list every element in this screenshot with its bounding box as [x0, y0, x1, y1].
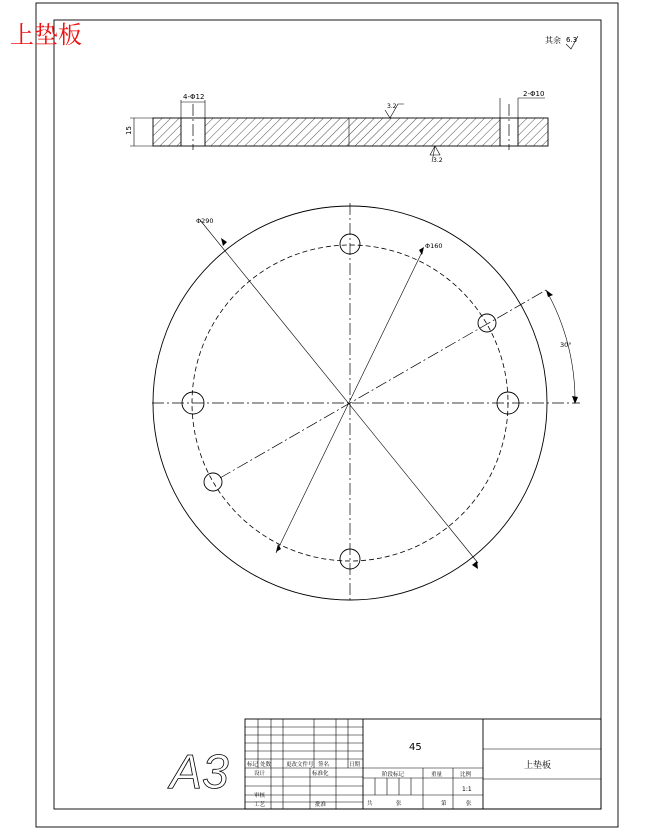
label-sheets-total: 共	[367, 801, 373, 807]
label-count: 处数	[260, 762, 272, 768]
plan-view	[152, 203, 580, 603]
label-sheet-unit-2: 张	[466, 801, 472, 807]
label-review: 审核	[254, 793, 266, 799]
title-block	[245, 719, 601, 809]
label-approve: 批准	[315, 802, 327, 808]
scale-value: 1:1	[462, 786, 472, 793]
label-designer: 设计	[254, 771, 266, 777]
label-weight: 重量	[431, 772, 443, 778]
roughness-note	[545, 35, 578, 49]
thickness-dimension: 15	[125, 126, 133, 135]
top-roughness-value: 3.2	[387, 103, 397, 110]
label-signature: 签名	[318, 762, 330, 768]
outer-diameter-label: Φ290	[196, 217, 214, 225]
label-change-doc: 更改文件号	[286, 762, 314, 768]
bottom-roughness-value: 3.2	[433, 157, 443, 164]
label-date: 日期	[349, 762, 361, 768]
hole-upper-right	[478, 314, 496, 332]
label-process: 工艺	[254, 802, 266, 808]
angle-label: 30°	[560, 341, 572, 349]
sheet-size-mark: A3	[170, 746, 229, 799]
part-name: 上垫板	[524, 761, 552, 771]
angled-centerline	[220, 290, 546, 478]
left-hole-callout: 4-Φ12	[183, 93, 205, 101]
label-scale: 比例	[460, 772, 472, 778]
label-mark: 标记	[247, 762, 259, 768]
section-view	[125, 90, 548, 164]
hole-lower-left	[204, 473, 222, 491]
roughness-note-label: 其余	[545, 36, 561, 45]
roughness-note-value: 6.3	[566, 36, 578, 44]
watermark-title: 上垫板	[10, 21, 82, 49]
label-sheet-no: 第	[441, 801, 447, 807]
bolt-circle-label: Φ160	[425, 242, 443, 250]
label-standardization: 标准化	[312, 771, 329, 777]
label-stage-mark: 阶段标记	[382, 772, 405, 778]
right-hole-callout: 2-Φ10	[523, 90, 545, 98]
label-sheet-unit: 张	[396, 801, 402, 807]
material-value: 45	[409, 742, 422, 753]
